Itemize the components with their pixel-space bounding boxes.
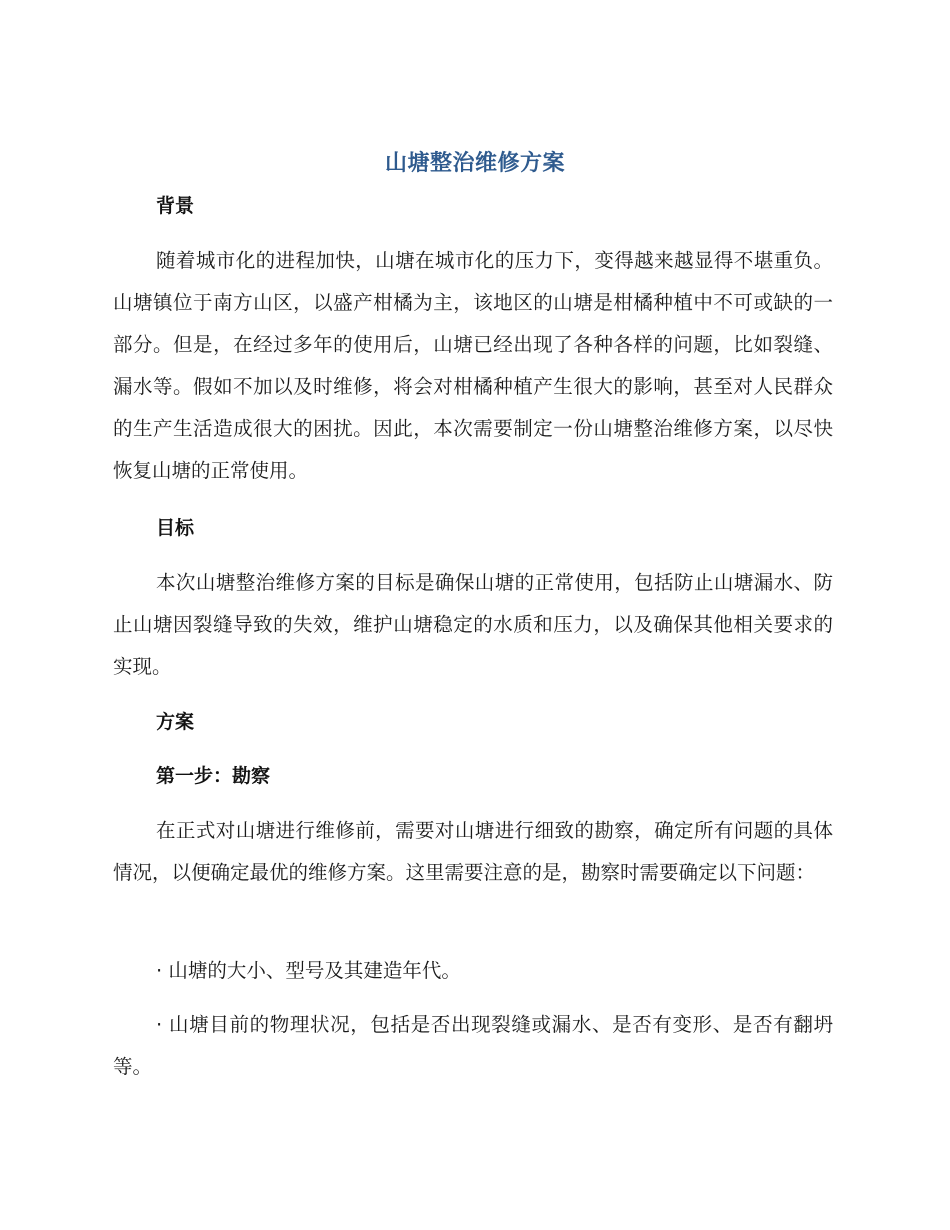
- section-heading-goal: 目标: [156, 517, 195, 539]
- step1-paragraph: 在正式对山塘进行维修前，需要对山塘进行细致的勘察，确定所有问题的具体情况，以便确定最优的维修方案。这里需要注意的是，勘察时需要确定以下问题：: [113, 819, 833, 884]
- list-item: · 山塘的大小、型号及其建造年代。: [156, 959, 461, 982]
- background-paragraph: 随着城市化的进程加快，山塘在城市化的压力下，变得越来越显得不堪重负。山塘镇位于南方山区，以盛产柑橘为主，该地区的山塘是柑橘种植中不可或缺的一部分。但是，在经过多年的使用后，山塘已经出现了各种各样的问题，比如裂缝、漏水等。假如不加以及时维修，将会对柑橘种植产生很大的影响，甚至对人民群众的生产生活造成很大的困扰。因此，本次需要制定一份山塘整治维修方案，以尽快恢复山塘的正常使用。: [113, 249, 833, 482]
- goal-paragraph: 本次山塘整治维修方案的目标是确保山塘的正常使用，包括防止山塘漏水、防止山塘因裂缝导致的失效，维护山塘稳定的水质和压力，以及确保其他相关要求的实现。: [113, 571, 833, 678]
- section-heading-plan: 方案: [156, 711, 195, 733]
- section-heading-background: 背景: [156, 195, 195, 217]
- step1-heading: 第一步：勘察: [156, 765, 271, 787]
- document-title: 山塘整治维修方案: [384, 151, 565, 176]
- list-item: · 山塘目前的物理状况，包括是否出现裂缝或漏水、是否有变形、是否有翻坍等。: [113, 1013, 833, 1078]
